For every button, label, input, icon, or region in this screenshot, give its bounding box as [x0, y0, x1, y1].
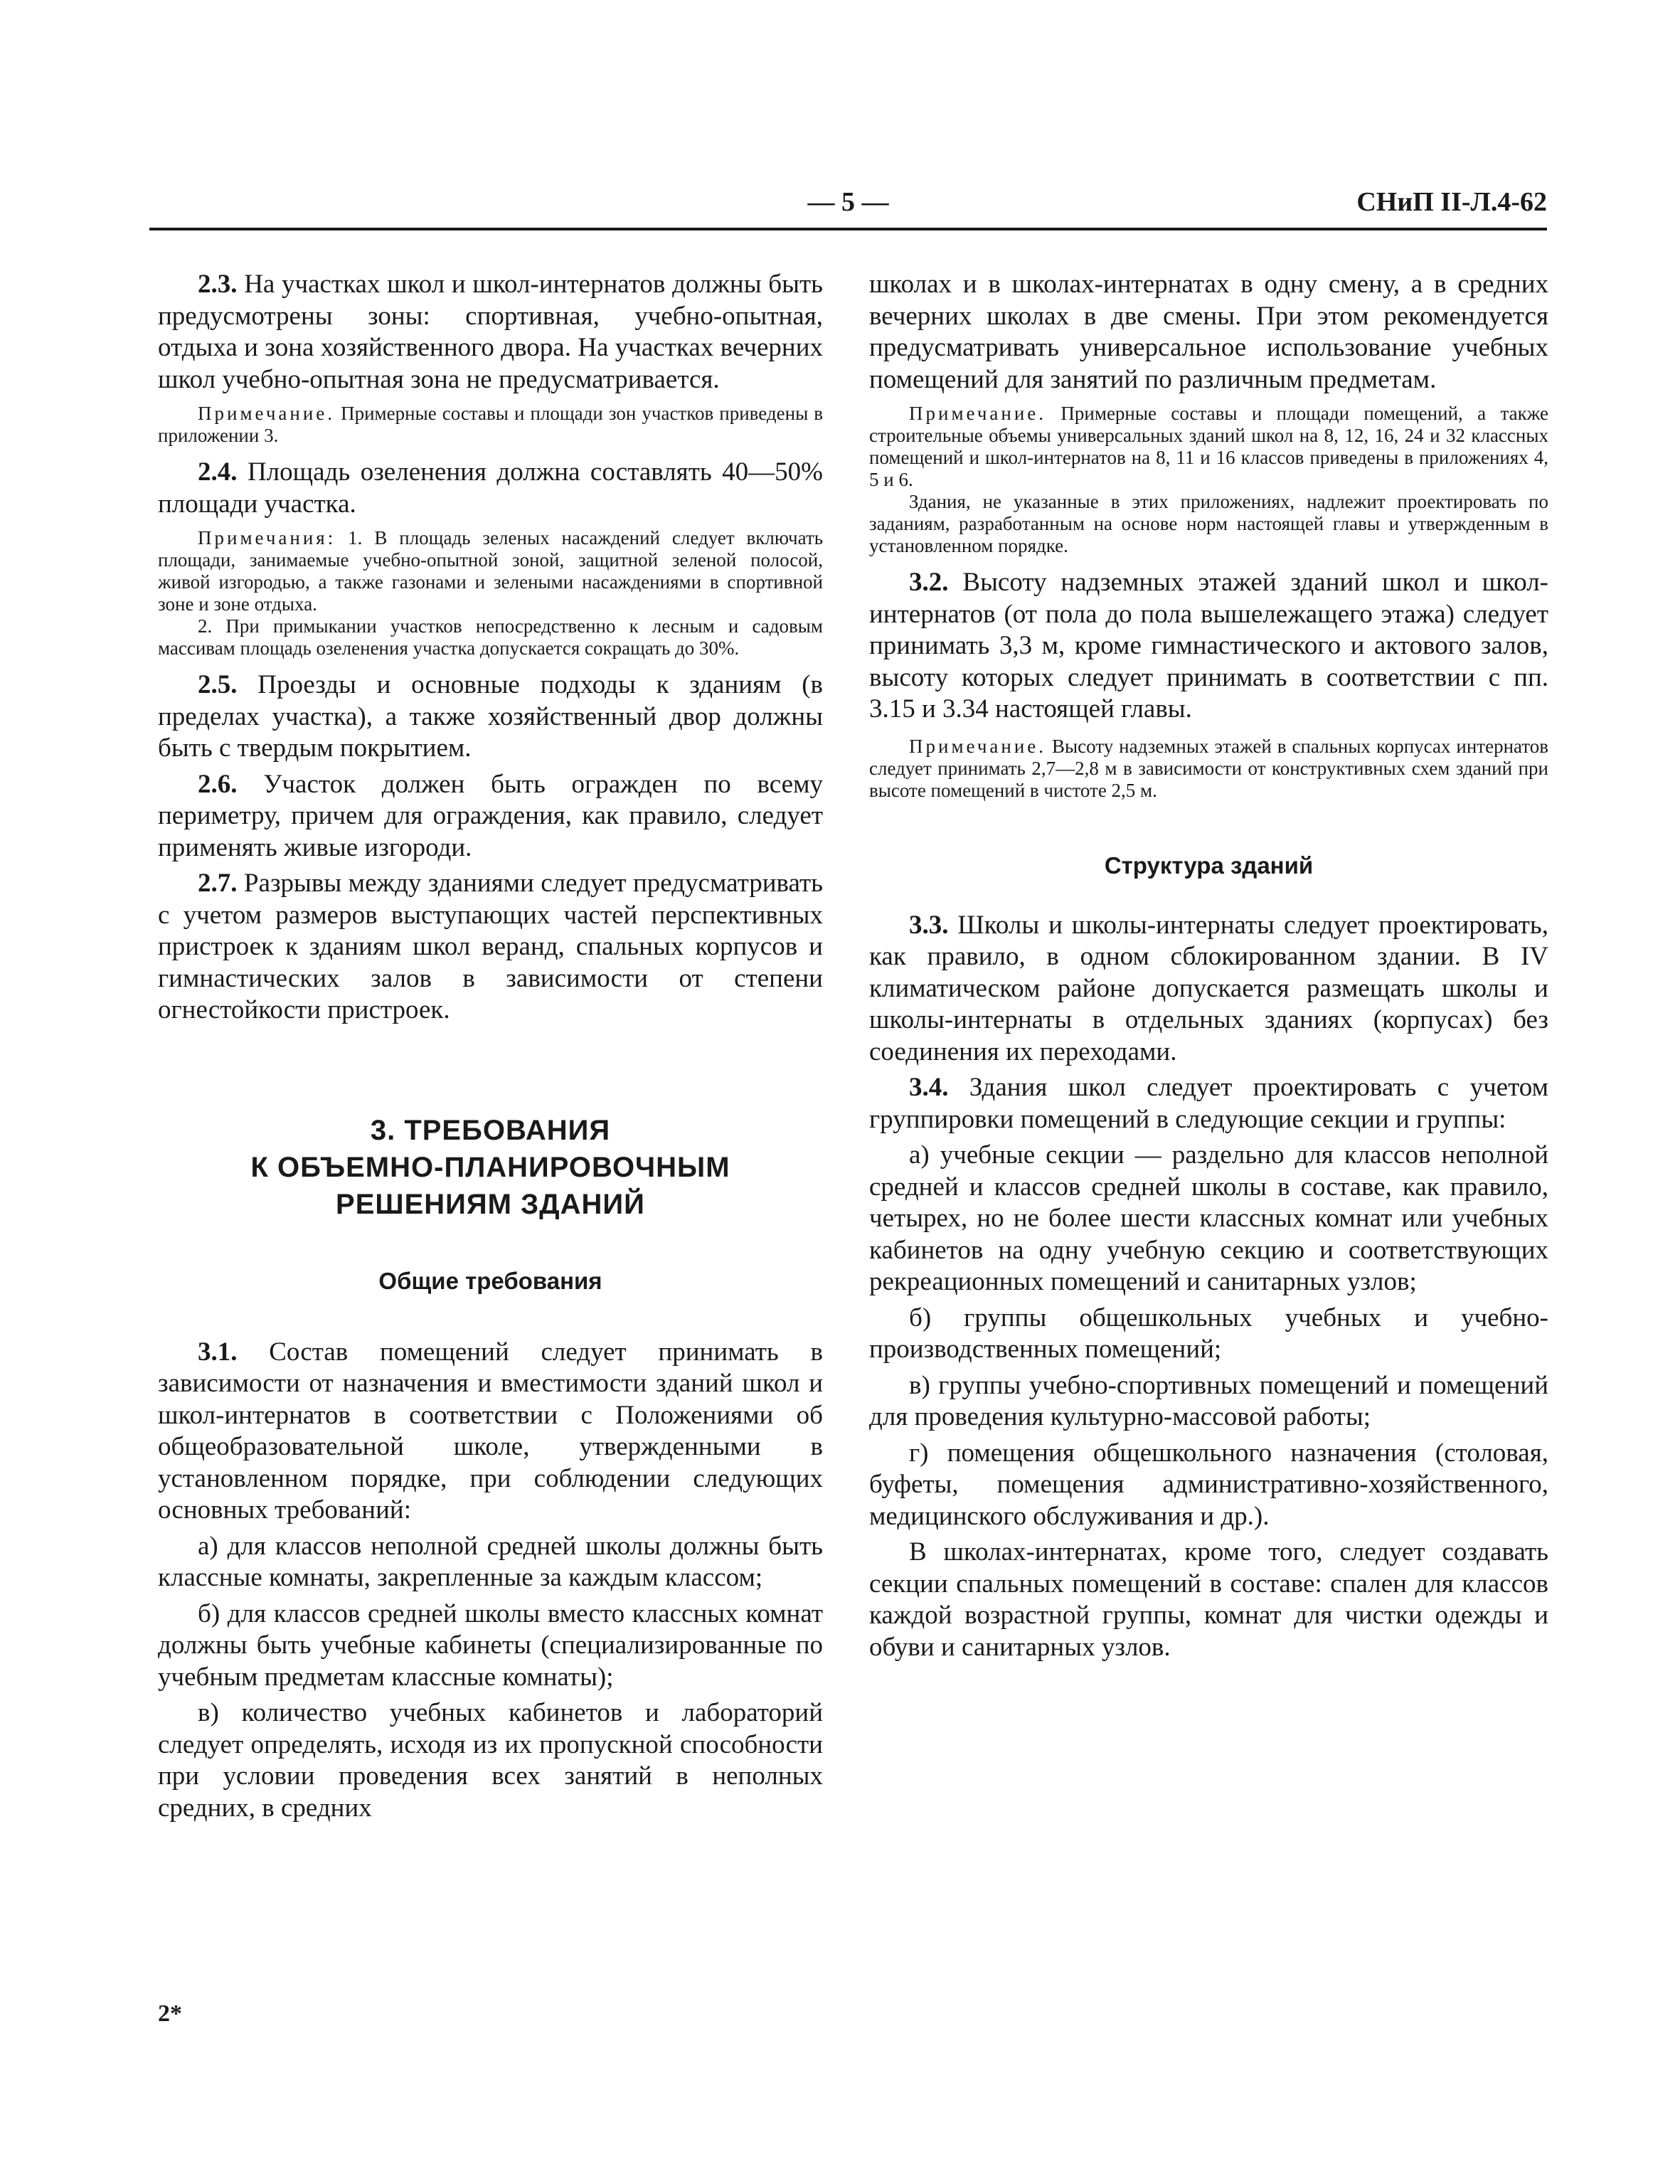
right-column — [869, 269, 1548, 1668]
note-3-1: Примечание. Примерные составы и площади помещений, а также строительные объемы универсальных зданий школ на 8, 12, 16, 24 и 32 классных помещений и школ-интернатов на 8, 11 и 16 классов приведены в приложениях 4, 5 и 6. — [869, 403, 1548, 490]
page-header — [149, 186, 1547, 229]
signature-mark: 2* — [158, 2000, 182, 2027]
clause-2-5: 2.5. Проезды и основные подходы к зданиям (в пределах участка), а также хозяйственный двор должны быть с твердым покрытием. — [158, 670, 824, 763]
note-3-1-2: Здания, не указанные в этих приложениях, надлежит проектировать по заданиям, разработанным на основе норм настоящей главы и утвержденным в установленном порядке. — [869, 491, 1548, 556]
clause-3-4-b: б) группы общешкольных учебных и учебно-производственных помещений; — [869, 1303, 1548, 1364]
clause-3-4: 3.4. Здания школ следует проектировать с учетом группировки помещений в следующие секции и группы: — [869, 1073, 1549, 1134]
subsection-structure: Структура зданий — [1104, 852, 1314, 879]
note-2-3: Примечание. Примерные составы и площади зон участков приведены в приложении 3. — [158, 403, 824, 446]
header-rule — [149, 228, 1547, 230]
clause-3-1-b: б) для классов средней школы вместо классных комнат должны быть учебные кабинеты (специализированные по учебным предметам классные комнаты); — [158, 1599, 823, 1692]
clause-2-4: 2.4. Площадь озеленения должна составлять 40—50% площади участка. — [158, 457, 824, 519]
clause-2-3: 2.3. На участках школ и школ-интернатов должны быть предусмотрены зоны: спортивная, учебно-опытная, отдыха и зона хозяйственного двора. На участках вечерних школ учебно-опытная зона не предусматривается. — [158, 270, 824, 394]
document-code: СНиП II-Л.4-62 — [1356, 187, 1547, 217]
clause-3-1-a: а) для классов неполной средней школы должны быть классные комнаты, закрепленные за каждым классом; — [158, 1531, 823, 1592]
clause-2-7: 2.7. Разрывы между зданиями следует предусматривать с учетом размеров выступающих частей перспективных пристроек к зданиям школ веранд, спальных корпусов и гимнастических залов в зависимости от степени огнестойкости пристроек. — [158, 869, 823, 1024]
note-2-4-2: 2. При примыкании участков непосредственно к лесным и садовым массивам площадь озеленения участка допускается сокращать до 30%. — [158, 615, 823, 659]
clause-3-1-c-continued: школах и в школах-интернатах в одну смену, а в средних вечерних школах в две смены. При этом рекомендуется предусматривать универсальное использование учебных помещений для занятий по различным предметам. — [869, 270, 1548, 394]
section-title: 3. ТРЕБОВАНИЯ К ОБЪЕМНО-ПЛАНИРОВОЧНЫМ РЕШЕНИЯМ ЗДАНИЙ — [250, 1114, 730, 1220]
clause-3-4-e: В школах-интернатах, кроме того, следует создавать секции спальных помещений в составе: спален для классов каждой возрастной группы, комнат для чистки одежды и обуви и санитарных узлов. — [869, 1537, 1548, 1662]
clause-3-1-c: в) количество учебных кабинетов и лабораторий следует определять, исходя из их пропускной способности при условии проведения всех занятий в неполных средних, в средних — [158, 1698, 823, 1823]
note-3-2: Примечание. Высоту надземных этажей в спальных корпусах интернатов следует принимать 2,7—2,8 м в зависимости от конструктивных схем зданий при высоте помещений в чистоте 2,5 м. — [869, 735, 1548, 801]
note-2-4-1: Примечания: 1. В площадь зеленых насаждений следует включать площади, занимаемые учебно-опытной зоной, защитной зеленой полосой, живой изгородью, а также газонами и зелеными насаждениями в спортивной зоне и зоне отдыха. — [158, 527, 824, 615]
clause-3-4-a: а) учебные секции — раздельно для классов неполной средней и классов средней школы в составе, как правило, четырех, но не более шести классных комнат или учебных кабинетов на одну учебную секцию и соответствующих рекреационных помещений и санитарных узлов; — [869, 1140, 1548, 1296]
clause-3-3: 3.3. Школы и школы-интернаты следует проектировать, как правило, в одном сблокированном здании. В IV климатическом районе допускается размещать школы и школы-интернаты в отдельных зданиях (корпусах) без соединения их переходами. — [869, 910, 1548, 1066]
left-column — [158, 269, 823, 1828]
clause-3-2: 3.2. Высоту надземных этажей зданий школ и школ-интернатов (от пола до пола вышележащего этажа) следует принимать 3,3 м, кроме гимнастического и актового залов, высоту которых следует принимать в соответствии с пп. 3.15 и 3.34 настоящей главы. — [869, 568, 1549, 723]
page-number: — 5 — — [807, 187, 889, 217]
subsection-general: Общие требования — [378, 1267, 602, 1294]
clause-3-4-d: г) помещения общешкольного назначения (столовая, буфеты, помещения административно-хозяйственного, медицинского обслуживания и др.). — [869, 1438, 1548, 1531]
clause-3-4-c: в) группы учебно-спортивных помещений и помещений для проведения культурно-массовой работы; — [869, 1370, 1548, 1431]
clause-2-6: 2.6. Участок должен быть огражден по всему периметру, причем для ограждения, как правило, следует применять живые изгороди. — [158, 769, 823, 862]
clause-3-1: 3.1. Состав помещений следует принимать в зависимости от назначения и вместимости зданий школ и школ-интернатов в соответствии с Положениями об общеобразовательной школе, утвержденными в установленном порядке, при соблюдении следующих основных требований: — [158, 1337, 823, 1525]
